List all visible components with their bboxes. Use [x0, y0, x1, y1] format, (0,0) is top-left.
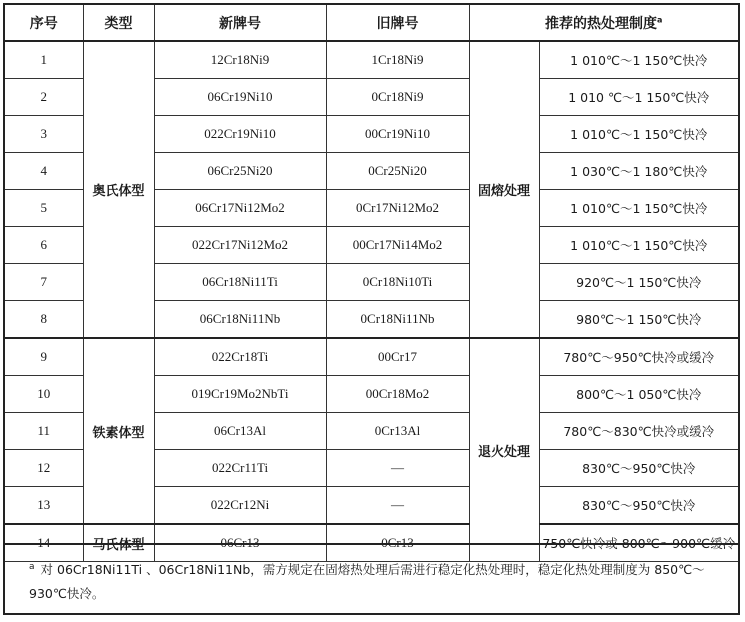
cell-treatment: 750℃快冷或 800℃～900℃缓冷 [539, 524, 738, 562]
cell-treatment: 1 010℃～1 150℃快冷 [539, 41, 738, 79]
header-seq: 序号 [5, 5, 83, 41]
group-martensitic: 马氏体型 [83, 524, 154, 562]
cell-seq: 3 [5, 116, 83, 153]
cell-old-grade: 0Cr17Ni12Mo2 [326, 190, 469, 227]
cell-treatment: 1 010℃～1 150℃快冷 [539, 190, 738, 227]
cell-seq: 8 [5, 301, 83, 339]
cell-seq: 9 [5, 338, 83, 376]
header-type: 类型 [83, 5, 154, 41]
cell-old-grade: 1Cr18Ni9 [326, 41, 469, 79]
cell-treatment: 830℃～950℃快冷 [539, 450, 738, 487]
cell-seq: 12 [5, 450, 83, 487]
cell-seq: 1 [5, 41, 83, 79]
heat-treatment-table [5, 5, 738, 562]
group-austenitic: 奥氏体型 [83, 41, 154, 338]
footnote-mark: a [29, 562, 35, 572]
footnote-text: 对 06Cr18Ni11Ti 、06Cr18Ni11Nb，需方规定在固熔热处理后需进行稳定化热处理时，稳定化热处理制度为 850℃～930℃快冷。 [29, 562, 705, 602]
cell-treatment: 980℃～1 150℃快冷 [539, 301, 738, 339]
cell-new-grade: 06Cr17Ni12Mo2 [154, 190, 326, 227]
cell-seq: 6 [5, 227, 83, 264]
cell-seq: 11 [5, 413, 83, 450]
table-footnote [5, 543, 738, 606]
table-row [5, 41, 738, 79]
header-old-grade: 旧牌号 [326, 5, 469, 41]
header-treatment-label: 推荐的热处理制度 [545, 15, 658, 32]
table-row [5, 338, 738, 376]
cell-seq: 4 [5, 153, 83, 190]
cell-seq: 5 [5, 190, 83, 227]
cell-treatment: 1 030℃～1 180℃快冷 [539, 153, 738, 190]
process-anneal: 退火处理 [469, 338, 539, 562]
cell-seq: 14 [5, 524, 83, 562]
cell-new-grade: 022Cr11Ti [154, 450, 326, 487]
cell-old-grade: 0Cr13Al [326, 413, 469, 450]
cell-new-grade: 06Cr13 [154, 524, 326, 562]
cell-old-grade: 0Cr18Ni11Nb [326, 301, 469, 339]
cell-old-grade: 00Cr17 [326, 338, 469, 376]
header-treatment-mark: a [657, 14, 663, 24]
cell-seq: 7 [5, 264, 83, 301]
cell-treatment: 800℃～1 050℃快冷 [539, 376, 738, 413]
heat-treatment-table-frame [3, 3, 740, 615]
cell-new-grade: 022Cr12Ni [154, 487, 326, 525]
header-treatment [469, 5, 738, 41]
cell-new-grade: 06Cr18Ni11Nb [154, 301, 326, 339]
cell-seq: 13 [5, 487, 83, 525]
cell-seq: 10 [5, 376, 83, 413]
cell-treatment: 1 010 ℃～1 150℃快冷 [539, 79, 738, 116]
cell-new-grade: 06Cr13Al [154, 413, 326, 450]
cell-old-grade: 0Cr18Ni9 [326, 79, 469, 116]
cell-new-grade: 06Cr19Ni10 [154, 79, 326, 116]
cell-new-grade: 022Cr19Ni10 [154, 116, 326, 153]
cell-treatment: 780℃～950℃快冷或缓冷 [539, 338, 738, 376]
cell-new-grade: 12Cr18Ni9 [154, 41, 326, 79]
cell-new-grade: 06Cr18Ni11Ti [154, 264, 326, 301]
process-solution: 固熔处理 [469, 41, 539, 338]
cell-old-grade: 0Cr18Ni10Ti [326, 264, 469, 301]
cell-old-grade: — [326, 450, 469, 487]
cell-old-grade: 00Cr18Mo2 [326, 376, 469, 413]
cell-new-grade: 019Cr19Mo2NbTi [154, 376, 326, 413]
cell-treatment: 920℃～1 150℃快冷 [539, 264, 738, 301]
header-new-grade: 新牌号 [154, 5, 326, 41]
cell-new-grade: 022Cr17Ni12Mo2 [154, 227, 326, 264]
cell-old-grade: 00Cr17Ni14Mo2 [326, 227, 469, 264]
cell-old-grade: 00Cr19Ni10 [326, 116, 469, 153]
group-ferritic: 铁素体型 [83, 338, 154, 524]
cell-old-grade: 0Cr13 [326, 524, 469, 562]
header-row [5, 5, 738, 41]
cell-treatment: 830℃～950℃快冷 [539, 487, 738, 525]
cell-seq: 2 [5, 79, 83, 116]
cell-new-grade: 022Cr18Ti [154, 338, 326, 376]
cell-treatment: 1 010℃～1 150℃快冷 [539, 227, 738, 264]
cell-old-grade: 0Cr25Ni20 [326, 153, 469, 190]
cell-treatment: 780℃～830℃快冷或缓冷 [539, 413, 738, 450]
cell-old-grade: — [326, 487, 469, 525]
cell-new-grade: 06Cr25Ni20 [154, 153, 326, 190]
cell-treatment: 1 010℃～1 150℃快冷 [539, 116, 738, 153]
